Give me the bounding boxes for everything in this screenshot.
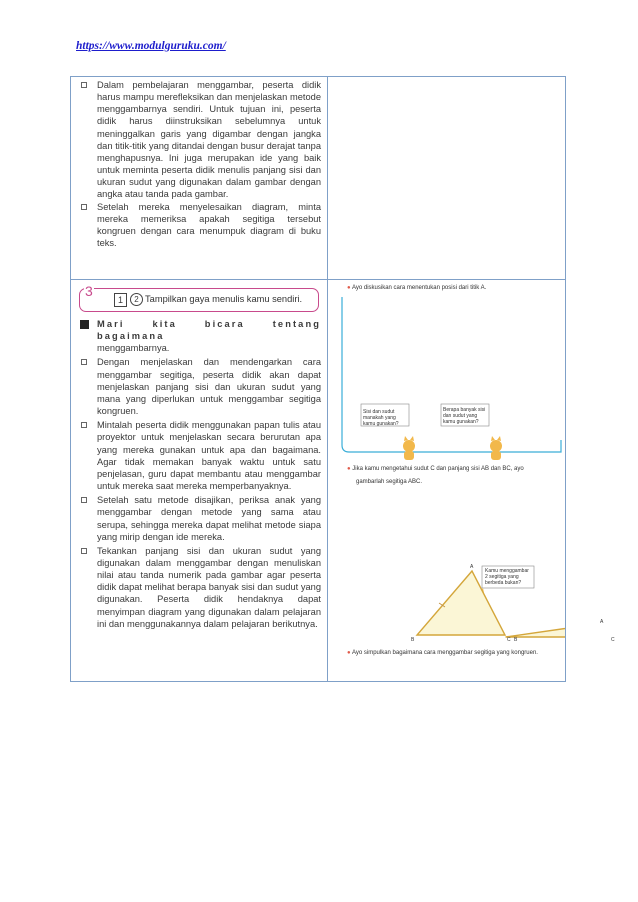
vertex-label-a1: A <box>470 564 474 570</box>
source-url-link[interactable]: https://www.modulguruku.com/ <box>76 40 226 52</box>
bottom-left-cell <box>71 318 321 630</box>
top-left-cell <box>71 79 321 249</box>
vertex-label-c1: C <box>507 637 511 643</box>
list-item-bold <box>71 318 321 354</box>
list-item <box>71 79 321 201</box>
question-bullet-icon: ● <box>347 466 351 472</box>
question-2-text-line2: gambarlah segitiga ABC. <box>356 479 423 485</box>
checkbox-bullet-icon <box>81 359 87 365</box>
list-item-text: Dalam pembelajaran menggambar, peserta didik harus mampu merefleksikan dan menjelaskan metode menggambarnya sendiri. Untuk tujuan ini, peserta didik harus diinstruksikan sebelumnya untuk meninggalkan garis yang digambar dengan jangka dan titik-titik yang ditandai dengan busur derajat tanpa menghapusnya. Ini juga merupakan ide yang baik untuk meminta peserta didik menulis panjang sisi dan ukuran sudut yang digunakan dalam gambar dengan angka atau tanda pada gambar. <box>97 80 321 200</box>
list-item-text: Setelah satu metode disajikan, periksa anak yang menggambar dengan metode yang sama atau serupa, sehingga mereka dapat melihat metode siapa yang mirip dengan ide mereka. <box>97 495 321 542</box>
list-item <box>71 494 321 543</box>
checkbox-bullet-icon <box>81 548 87 554</box>
list-item-text: Setelah mereka menyelesaikan diagram, minta mereka memeriksa apakah segitiga tersebut kongruen dengan cara menumpuk diagram di buku teks. <box>97 201 321 249</box>
question-3-text: Ayo simpulkan bagaimana cara menggambar segitiga yang kongruen. <box>351 650 538 656</box>
content-table <box>70 76 615 682</box>
checkbox-bullet-icon <box>81 82 87 88</box>
list-item-text: Tekankan panjang sisi dan ukuran sudut yang digunakan dalam menggambar dengan menuliskan nilai atau tanda numerik pada gambar agar peserta didik dapat melihat berapa banyak sisi dan sudut yang digunakan. Peserta didik hendaknya dapat menyimpan diagram yang digunakan dalam pelajaran ini dan menggunakannya dalam pelajaran berikutnya. <box>97 545 321 629</box>
checkbox-bullet-icon <box>81 497 87 503</box>
checkbox-bullet-icon <box>81 422 87 428</box>
list-item <box>71 356 321 417</box>
list-item <box>71 419 321 492</box>
question-2-text-line1: Jika kamu mengetahui sudut C dan panjang sisi AB dan BC, ayo <box>352 466 524 472</box>
discussion-panel-frame <box>342 297 561 452</box>
question-2 <box>347 466 524 472</box>
column-divider <box>327 77 328 681</box>
section-box-number: 1 <box>114 293 127 307</box>
section-header <box>79 283 319 312</box>
section-number: 3 <box>85 283 93 299</box>
triangle-abc-small <box>506 626 565 637</box>
list-item-text: Dengan menjelaskan dan mendengarkan cara menggambar segitiga, peserta didik akan dapat menjelaskan panjang sisi dan ukuran sudut yang mana yang diperlukan untuk menggambar segitiga kongruen. <box>97 357 321 417</box>
vertex-label-b2: B <box>514 637 518 643</box>
list-item-text: Mintalah peserta didik menggunakan papan tulis atau proyektor untuk menjelaskan secara berurutan apa yang mereka gunakan untuk apa dan bagaimana. Agar tidak memakan banyak waktu untuk satu penjelasan, guru dapat membantu atau menggambar untuk mereka saat mereka memperbanyaknya. <box>97 420 321 492</box>
filled-square-bullet-icon <box>80 320 89 329</box>
speech-bubble-3-text: Kamu menggambar 2 segitiga yang berbeda bukan? <box>485 568 529 586</box>
vertex-label-c2: C <box>611 637 615 643</box>
checkbox-bullet-icon <box>81 204 87 210</box>
question-bullet-icon: ● <box>347 650 351 656</box>
question-bullet-icon: ● <box>347 285 351 291</box>
question-3 <box>347 650 538 656</box>
speech-bubble-1-text: Sisi dan sudut manakah yang kamu gunakan? <box>363 409 399 427</box>
list-item <box>71 545 321 630</box>
section-title: Tampilkan gaya menulis kamu sendiri. <box>145 294 303 304</box>
question-1-text: Ayo diskusikan cara menentukan posisi dari titik A. <box>351 285 487 291</box>
cat-character-icon <box>403 436 415 460</box>
bold-item-rest: menggambarnya. <box>97 343 170 354</box>
list-item <box>71 201 321 250</box>
bold-item-heading: Mari kita bicara tentang bagaimana <box>97 319 321 342</box>
vertex-label-b1: B <box>411 637 415 643</box>
section-circle-number: 2 <box>130 293 143 306</box>
speech-bubble-2-text: Berapa banyak sisi dan sudut yang kamu gunakan? <box>443 407 486 425</box>
cat-character-icon <box>490 436 502 460</box>
textbook-excerpt <box>329 280 615 680</box>
vertex-label-a2: A <box>600 619 604 625</box>
